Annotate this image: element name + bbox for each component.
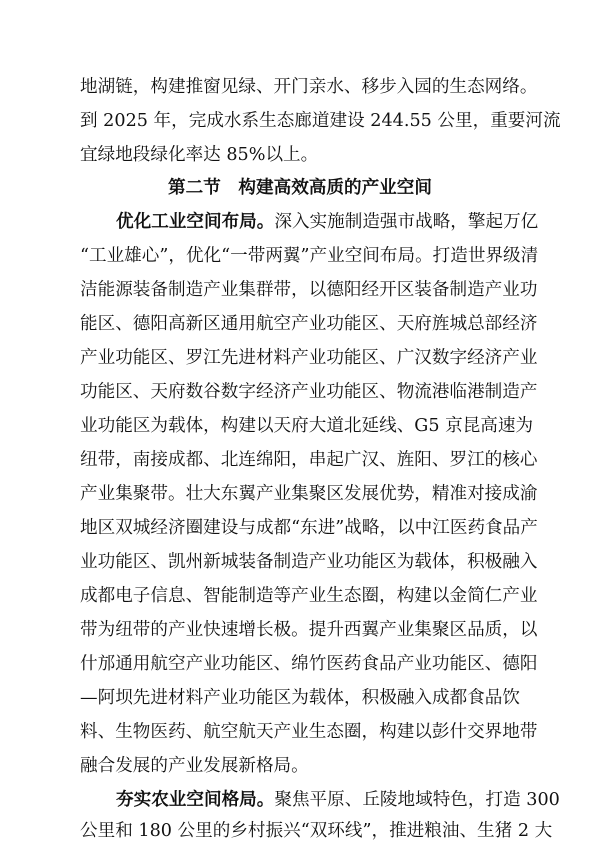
paragraph-line: 产业功能区、罗江先进材料产业功能区、广汉数字经济产业 xyxy=(80,348,538,368)
paragraph-line: 功能区、天府数谷数字经济产业功能区、物流港临港制造产 xyxy=(80,382,538,402)
paragraph-lead-phrase: 夯实农业空间格局。 xyxy=(116,789,275,810)
section-heading: 第二节 构建高效高质的产业空间 xyxy=(168,177,432,198)
paragraph-line: 地区双城经济圈建设与成都“东进”战略，以中江医药食品产 xyxy=(80,518,538,538)
paragraph-text: 聚焦平原、丘陵地域特色，打造 300 xyxy=(274,790,560,810)
paragraph-line: 料、生物医药、航空航天产业生态圈，构建以彭什交界地带 xyxy=(80,722,538,742)
paragraph-line: 产业集聚带。壮大东翼产业集聚区发展优势，精准对接成渝 xyxy=(80,484,538,504)
paragraph-line: 成都电子信息、智能制造等产业生态圈，构建以金简仁产业 xyxy=(80,586,538,606)
paragraph-line: “工业雄心”，优化“一带两翼”产业空间布局。打造世界级清 xyxy=(80,246,539,266)
paragraph-line: 到 2025 年，完成水系生态廊道建设 244.55 公里，重要河流 xyxy=(80,111,561,131)
paragraph-lead-phrase: 优化工业空间布局。 xyxy=(116,211,275,232)
paragraph-line: 地湖链，构建推窗见绿、开门亲水、移步入园的生态网络。 xyxy=(80,77,538,97)
paragraph-line: 融合发展的产业发展新格局。 xyxy=(80,756,309,776)
paragraph-line: 能区、德阳高新区通用航空产业功能区、天府旌城总部经济 xyxy=(80,314,538,334)
paragraph-line: 洁能源装备制造产业集群带，以德阳经开区装备制造产业功 xyxy=(80,280,538,300)
paragraph-first-line xyxy=(116,205,539,239)
paragraph-line: 纽带，南接成都、北连绵阳，串起广汉、旌阳、罗江的核心 xyxy=(80,450,538,470)
paragraph-line: 带为纽带的产业快速增长极。提升西翼产业集聚区品质，以 xyxy=(80,620,538,640)
paragraph-first-line xyxy=(116,783,560,817)
paragraph-line: 公里和 180 公里的乡村振兴“双环线”，推进粮油、生猪 2 大 xyxy=(80,821,553,841)
paragraph-text: 深入实施制造强市战略，擎起万亿 xyxy=(274,212,539,232)
paragraph-line: 什邡通用航空产业功能区、绵竹医药食品产业功能区、德阳 xyxy=(80,654,538,674)
paragraph-line: 业功能区为载体，构建以天府大道北延线、G5 京昆高速为 xyxy=(80,416,534,436)
paragraph-line: —阿坝先进材料产业功能区为载体，积极融入成都食品饮 xyxy=(80,688,520,708)
paragraph-line: 宜绿地段绿化率达 85%以上。 xyxy=(80,145,319,165)
paragraph-line: 业功能区、凯州新城装备制造产业功能区为载体，积极融入 xyxy=(80,552,538,572)
